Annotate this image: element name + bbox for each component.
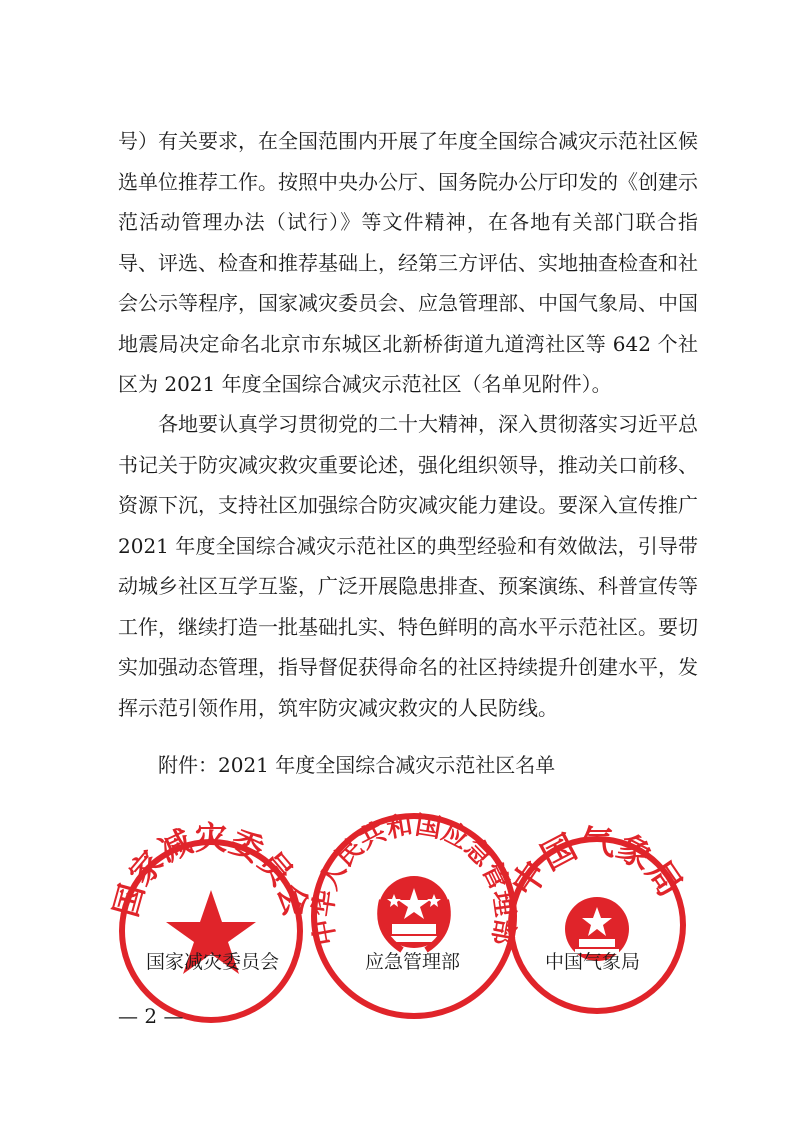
attachment-line: 附件：2021 年度全国综合减灾示范社区名单 xyxy=(158,753,556,777)
svg-text:中国气象局 xyxy=(504,824,690,905)
seal-2-text: 中华人民共和国应急管理部 xyxy=(308,810,520,948)
seal-1-text: 国家减灾委员会 xyxy=(106,819,316,921)
page-number: — 2 — xyxy=(118,1004,184,1028)
body-paragraph-2: 各地要认真学习贯彻党的二十大精神，深入贯彻落实习近平总书记关于防灾减灾救灾重要论述，强化组织领导，推动关口前移、资源下沉，支持社区加强综合防灾减灾能力建设。要深入宣传推广 2021 年度全国综合减灾示范社区的典型经验和有效做法，引导带动城乡社区互学互鉴，广泛开展隐患排查、预案演练、科普宣传等工作，继续打造一批基础扎实、特色鲜明的高水平示范社区。要切实加强动态管理，指导督促获得命名的社区持续提升创建水平，发挥示范引领作用，筑牢防灾减灾救灾的人民防线。 xyxy=(118,412,698,720)
seal-meteorological-administration xyxy=(503,823,691,1015)
signatory-3: 中国气象局 xyxy=(545,951,641,973)
signatory-2: 应急管理部 xyxy=(365,951,461,973)
signatory-1: 国家减灾委员会 xyxy=(146,951,280,973)
seal-3-text: 中国气象局 xyxy=(503,823,691,905)
body-paragraph-1: 号）有关要求，在全国范围内开展了年度全国综合减灾示范社区候选单位推荐工作。按照中央办公厅、国务院办公厅印发的《创建示范活动管理办法（试行）》等文件精神，在各地有关部门联合指导、评选、检查和推荐基础上，经第三方评估、实地抽查检查和社会公示等程序，国家减灾委员会、应急管理部、中国气象局、中国地震局决定命名北京市东城区北新桥街道九道湾社区等 642 个社区为 2021 年度全国综合减灾示范社区（名单见附件）。 xyxy=(118,129,698,396)
seal-disaster-reduction-committee xyxy=(106,819,316,1024)
seal-emergency-management-ministry xyxy=(310,812,518,1020)
national-emblem-icon xyxy=(378,876,450,950)
